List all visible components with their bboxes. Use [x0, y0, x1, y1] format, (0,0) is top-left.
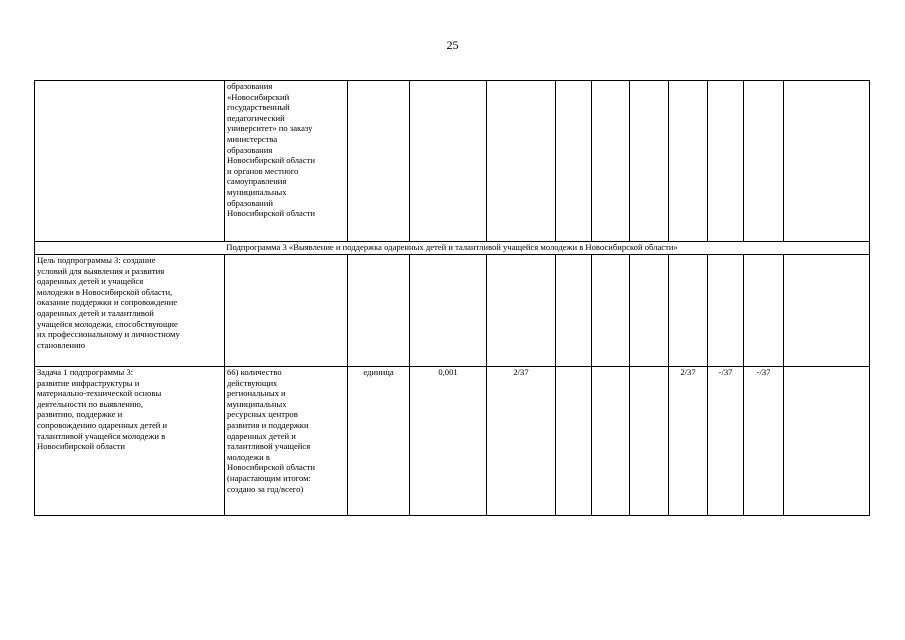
cell-empty — [487, 255, 556, 367]
cell-empty — [744, 255, 784, 367]
goal-text: Цель подпрограммы 3: создание условий для выявления и развития одаренных детей и учащейся молодежи в Новосибирской области, оказание поддержки и сопровождение одаренных детей и талантливой учащейся молодежи, способствующие их профессиональному и личностному становлению — [37, 255, 180, 350]
cell-empty — [592, 367, 630, 516]
cell-empty — [630, 255, 669, 367]
cell-empty — [784, 367, 870, 516]
cell-empty — [556, 255, 592, 367]
cell-empty — [592, 81, 630, 242]
cell-empty — [35, 81, 225, 242]
cell-empty — [348, 81, 410, 242]
task-text-cell — [35, 367, 225, 516]
cell-empty — [410, 81, 487, 242]
cell-empty — [556, 367, 592, 516]
indicator-text-cell — [225, 367, 348, 516]
goal-text-cell — [35, 255, 225, 367]
cell-empty — [348, 255, 410, 367]
cell-empty — [669, 81, 708, 242]
weight-cell: 0,001 — [410, 367, 487, 516]
subprogram-header-row — [35, 242, 870, 255]
value-cell-3: -/37 — [708, 367, 744, 516]
goal-row — [35, 255, 870, 367]
cell-empty — [708, 255, 744, 367]
cell-empty — [744, 81, 784, 242]
unit-cell: единица — [348, 367, 410, 516]
task-row — [35, 367, 870, 516]
task-text: Задача 1 подпрограммы 3: развитие инфраструктуры и материально-технической основы деятельности по выявлению, развитию, поддержке и сопровождению одаренных детей и талантливой учащейся молодежи в Новосибирской области — [37, 367, 168, 452]
cell-empty — [592, 255, 630, 367]
value-cell-4: -/37 — [744, 367, 784, 516]
indicators-table — [34, 80, 870, 516]
cell-empty — [630, 367, 669, 516]
cell-empty — [630, 81, 669, 242]
cell-empty — [410, 255, 487, 367]
indicator-text: 66) количество действующих региональных и муниципальных ресурсных центров развития и поддержки одаренных детей и талантливой учащейся молодежи в Новосибирской области (нарастающим итогом: создано за год/всего) — [227, 367, 316, 494]
cell-empty — [669, 255, 708, 367]
value-cell-1: 2/37 — [487, 367, 556, 516]
cell-empty — [225, 255, 348, 367]
cell-empty — [556, 81, 592, 242]
executor-text: образования «Новосибирский государственный педагогический университет» по заказу министерства образования Новосибирской области и органов местного самоуправления муниципальных образований Новосибирской области — [227, 81, 316, 219]
cell-empty — [784, 81, 870, 242]
value-cell-2: 2/37 — [669, 367, 708, 516]
executor-text-cell — [225, 81, 348, 242]
cell-empty — [708, 81, 744, 242]
cell-empty — [784, 255, 870, 367]
cell-empty — [487, 81, 556, 242]
subprogram-header: Подпрограмма 3 «Выявление и поддержка одаренных детей и талантливой учащейся молодежи в Новосибирской области» — [35, 242, 870, 255]
continuation-row — [35, 81, 870, 242]
page-number: 25 — [446, 38, 459, 52]
